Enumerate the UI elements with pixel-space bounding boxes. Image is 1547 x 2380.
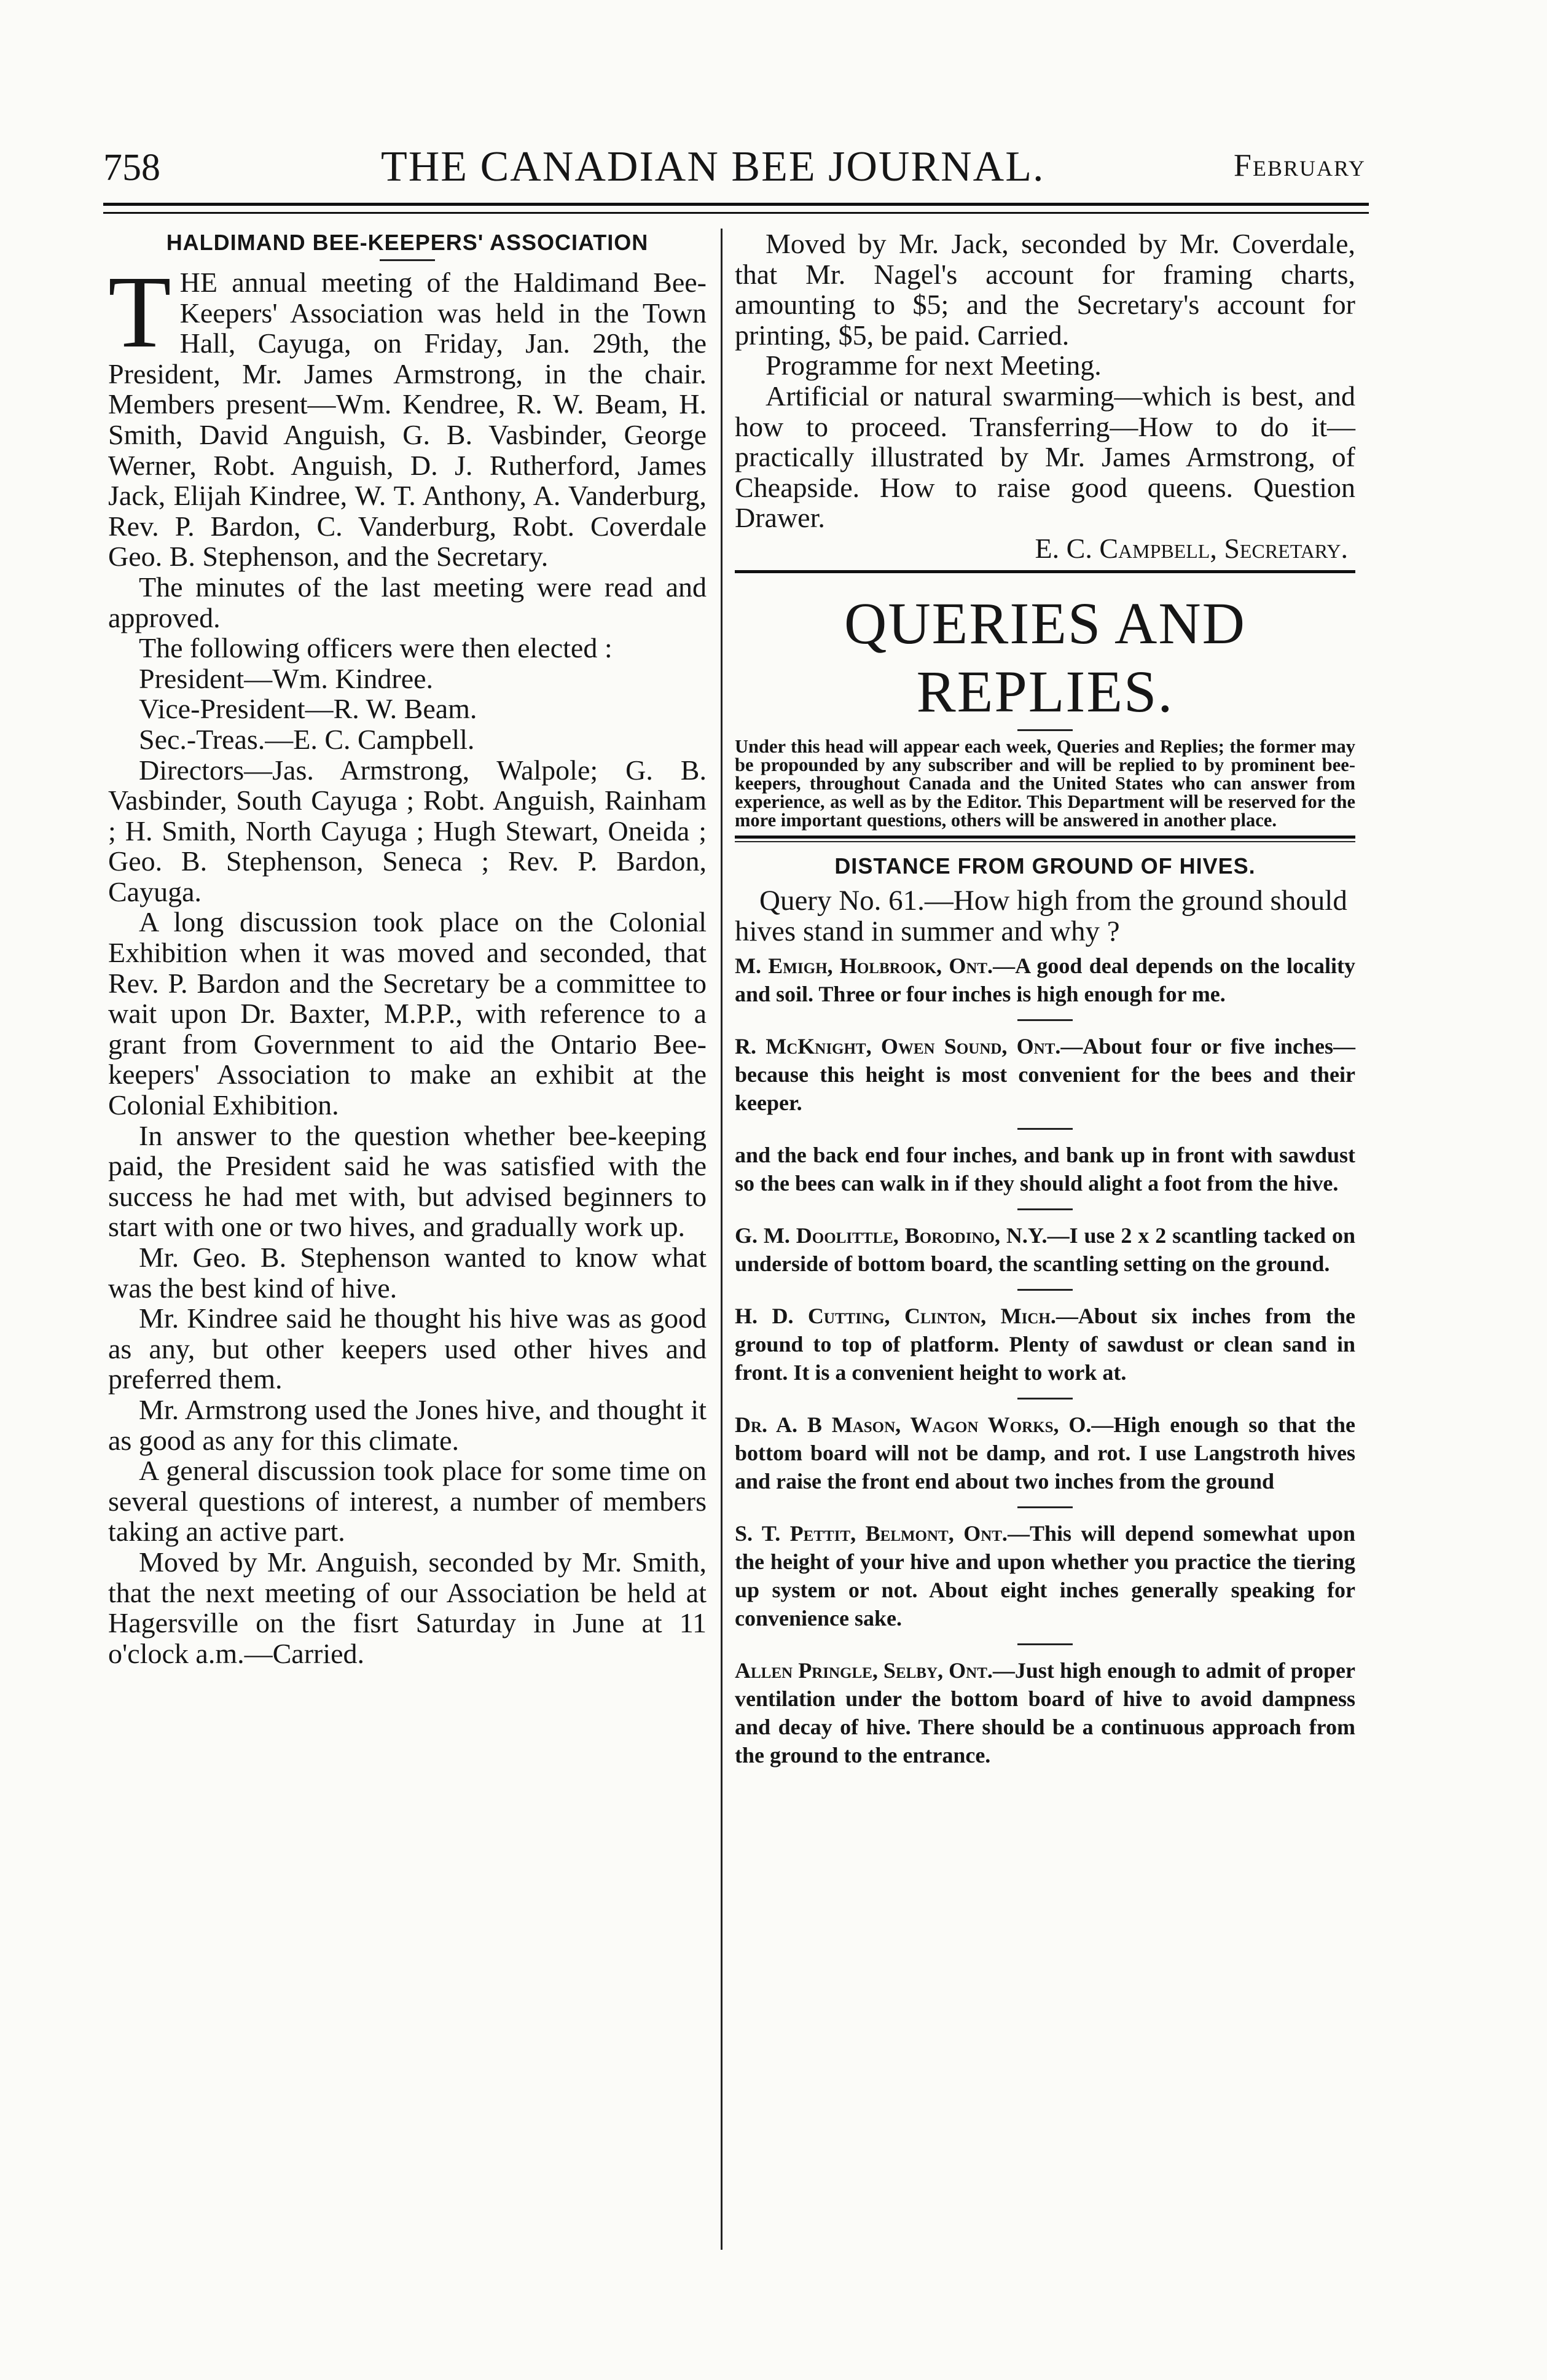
answer-item — [735, 1411, 1355, 1495]
section-rule — [380, 259, 435, 261]
programme-heading: Programme for next Meeting. — [766, 350, 1102, 382]
answer-text: —This will depend somewhat upon the height of your hive and upon whether you practice the tiering up system or not. About eight inches generally speaking for convenience sake. — [735, 1521, 1356, 1630]
column-divider — [721, 229, 723, 2250]
answer-item — [735, 1656, 1355, 1769]
notice-bottom-rule — [735, 836, 1355, 839]
notice-bottom-rule-thin — [735, 841, 1355, 842]
page-number: 758 — [103, 147, 160, 189]
answer-author: S. T. Pettit, Belmont, Ont. — [735, 1521, 1008, 1546]
section-title: HALDIMAND BEE-KEEPERS' ASSOCIATION — [166, 230, 649, 255]
answer-item — [735, 1141, 1355, 1197]
journal-title: THE CANADIAN BEE JOURNAL. — [381, 143, 1045, 190]
answer-text: and the back end four inches, and bank up in front with sawdust so the bees can walk in if they should alight a foot from the hive. — [735, 1142, 1355, 1196]
answer-text: —About six inches from the ground to top of platform. Plenty of sawdust or clean sand in front. It is a convenient height to work at. — [735, 1303, 1355, 1385]
answer-divider — [1017, 1398, 1073, 1399]
right-column — [735, 229, 1355, 1769]
queries-top-rule — [735, 570, 1355, 573]
kindree-paragraph: Mr. Kindree said he thought his hive was as good as any, but other keepers used other hives and preferred them. — [108, 1302, 707, 1395]
answer-item — [735, 1302, 1355, 1387]
paying-paragraph: In answer to the question whether bee-keeping paid, the President said he was satisfied with the success he had met with, but advised beginners to start with one or two hives, and gradually work up. — [108, 1119, 707, 1243]
answer-item — [735, 1032, 1355, 1117]
answer-item — [735, 1519, 1355, 1632]
answer-divider — [1017, 1128, 1073, 1130]
answer-author: M. Emigh, Holbrook, Ont. — [735, 953, 993, 978]
stephenson-paragraph: Mr. Geo. B. Stephenson wanted to know what was the best kind of hive. — [108, 1242, 707, 1304]
queries-title: QUERIES AND REPLIES. — [844, 590, 1246, 724]
answer-divider — [1017, 1019, 1073, 1021]
next-meeting-paragraph: Moved by Mr. Anguish, seconded by Mr. Smith, that the next meeting of our Association be held at Hagersville on the fisrt Saturday in June at 11 o'clock a.m.—Carried. — [108, 1546, 707, 1669]
distance-heading: DISTANCE FROM GROUND OF HIVES. — [834, 853, 1256, 879]
officer-sec-treas: Sec.-Treas.—E. C. Campbell. — [139, 723, 475, 755]
article-lead — [108, 255, 707, 573]
armstrong-paragraph: Mr. Armstrong used the Jones hive, and thought it as good as any for this climate. — [108, 1393, 707, 1456]
queries-title-rule — [1017, 729, 1073, 731]
answer-divider — [1017, 1643, 1073, 1645]
minutes-paragraph: The minutes of the last meeting were read and approved. — [108, 571, 707, 633]
answer-text: —About four or five inches—because this height is most convenient for the bees and their keeper. — [735, 1033, 1355, 1115]
answer-text: —A good deal depends on the locality and soil. Three or four inches is high enough for me. — [735, 953, 1355, 1006]
officer-president: President—Wm. Kindree. — [139, 662, 434, 694]
answer-item — [735, 952, 1355, 1008]
header-rule — [103, 203, 1369, 206]
officer-vice-president: Vice-President—R. W. Beam. — [139, 693, 477, 725]
officers-intro: The following officers were then elected : — [139, 632, 613, 664]
general-discussion-paragraph: A general discussion took place for some time on several questions of interest, a number of members taking an active part. — [108, 1455, 707, 1548]
programme-paragraph: Artificial or natural swarming—which is best, and how to proceed. Transferring—How to do it—practically illustrated by Mr. James Armstrong, of Cheapside. How to raise good queens. Question Drawer. — [735, 380, 1355, 534]
accounts-paragraph: Moved by Mr. Jack, seconded by Mr. Coverdale, that Mr. Nagel's account for framing charts, amounting to $5; and the Secretary's account for printing, $5, be paid. Carried. — [735, 228, 1355, 351]
query-text: Query No. 61.—How high from the ground should hives stand in summer and why ? — [735, 884, 1347, 947]
answer-divider — [1017, 1506, 1073, 1508]
queries-notice: Under this head will appear each week, Queries and Replies; the former may be propounded by any subscriber and will be replied to by prominent bee-keepers, throughout Canada and the United States who can answer from experience, as well as by the Editor. This Department will be reserved for the more important questions, others will be answered in another place. — [735, 735, 1355, 831]
answer-item — [735, 1221, 1355, 1278]
colonial-paragraph: A long discussion took place on the Colonial Exhibition when it was moved and seconded, that Rev. P. Bardon and the Secretary be a committee to wait upon Dr. Baxter, M.P.P., with reference to a grant from Government to aid the Ontario Bee-keepers' Association to make an exhibit at the Colonial Exhibition. — [108, 906, 707, 1121]
intro-paragraph: HE annual meeting of the Haldimand Bee-Keepers' Association was held in the Town Hall, Cayuga, on Friday, Jan. 29th, the President, Mr. James Armstrong, in the chair. Members present—Wm. Kendree, R. W. Beam, H. Smith, David Anguish, G. B. Vasbinder, George Werner, Robt. Anguish, D. J. Rutherford, James Jack, Elijah Kindree, W. T. Anthony, A. Vanderburg, Rev. P. Bardon, C. Vanderburg, Robt. Coverdale Geo. B. Stephenson, and the Secretary. — [108, 267, 707, 573]
answer-divider — [1017, 1289, 1073, 1291]
answer-text: —Just high enough to admit of proper ventilation under the bottom board of hive to avoid dampness and decay of hive. There should be a continuous approach from the ground to the entrance. — [735, 1658, 1356, 1767]
header-rule-secondary — [103, 212, 1369, 214]
answer-author: Allen Pringle, Selby, Ont. — [735, 1658, 993, 1683]
answer-author: R. McKnight, Owen Sound, Ont. — [735, 1033, 1061, 1059]
answer-divider — [1017, 1208, 1073, 1210]
answer-author: H. D. Cutting, Clinton, Mich. — [735, 1303, 1056, 1328]
answer-text: —High enough so that the bottom board will not be damp, and rot. I use Langstroth hives and raise the front end about two inches from the ground — [735, 1412, 1355, 1493]
directors-paragraph: Directors—Jas. Armstrong, Walpole; G. B. Vasbinder, South Cayuga ; Robt. Anguish, Rainham ; H. Smith, North Cayuga ; Hugh Stewart, Oneida ; Geo. B. Stephenson, Seneca ; Rev. P. Bardon, Cayuga. — [108, 754, 707, 907]
answer-author: Dr. A. B Mason, Wagon Works, O. — [735, 1412, 1092, 1437]
left-column — [108, 229, 707, 1669]
answer-text: —I use 2 x 2 scantling tacked on underside of bottom board, the scantling setting on the ground. — [735, 1223, 1355, 1276]
drop-cap: T — [108, 255, 171, 369]
issue-month: February — [1234, 148, 1366, 183]
secretary-signature: E. C. Campbell, Secretary. — [1035, 532, 1348, 564]
answer-author: G. M. Doolittle, Borodino, N.Y. — [735, 1223, 1048, 1248]
